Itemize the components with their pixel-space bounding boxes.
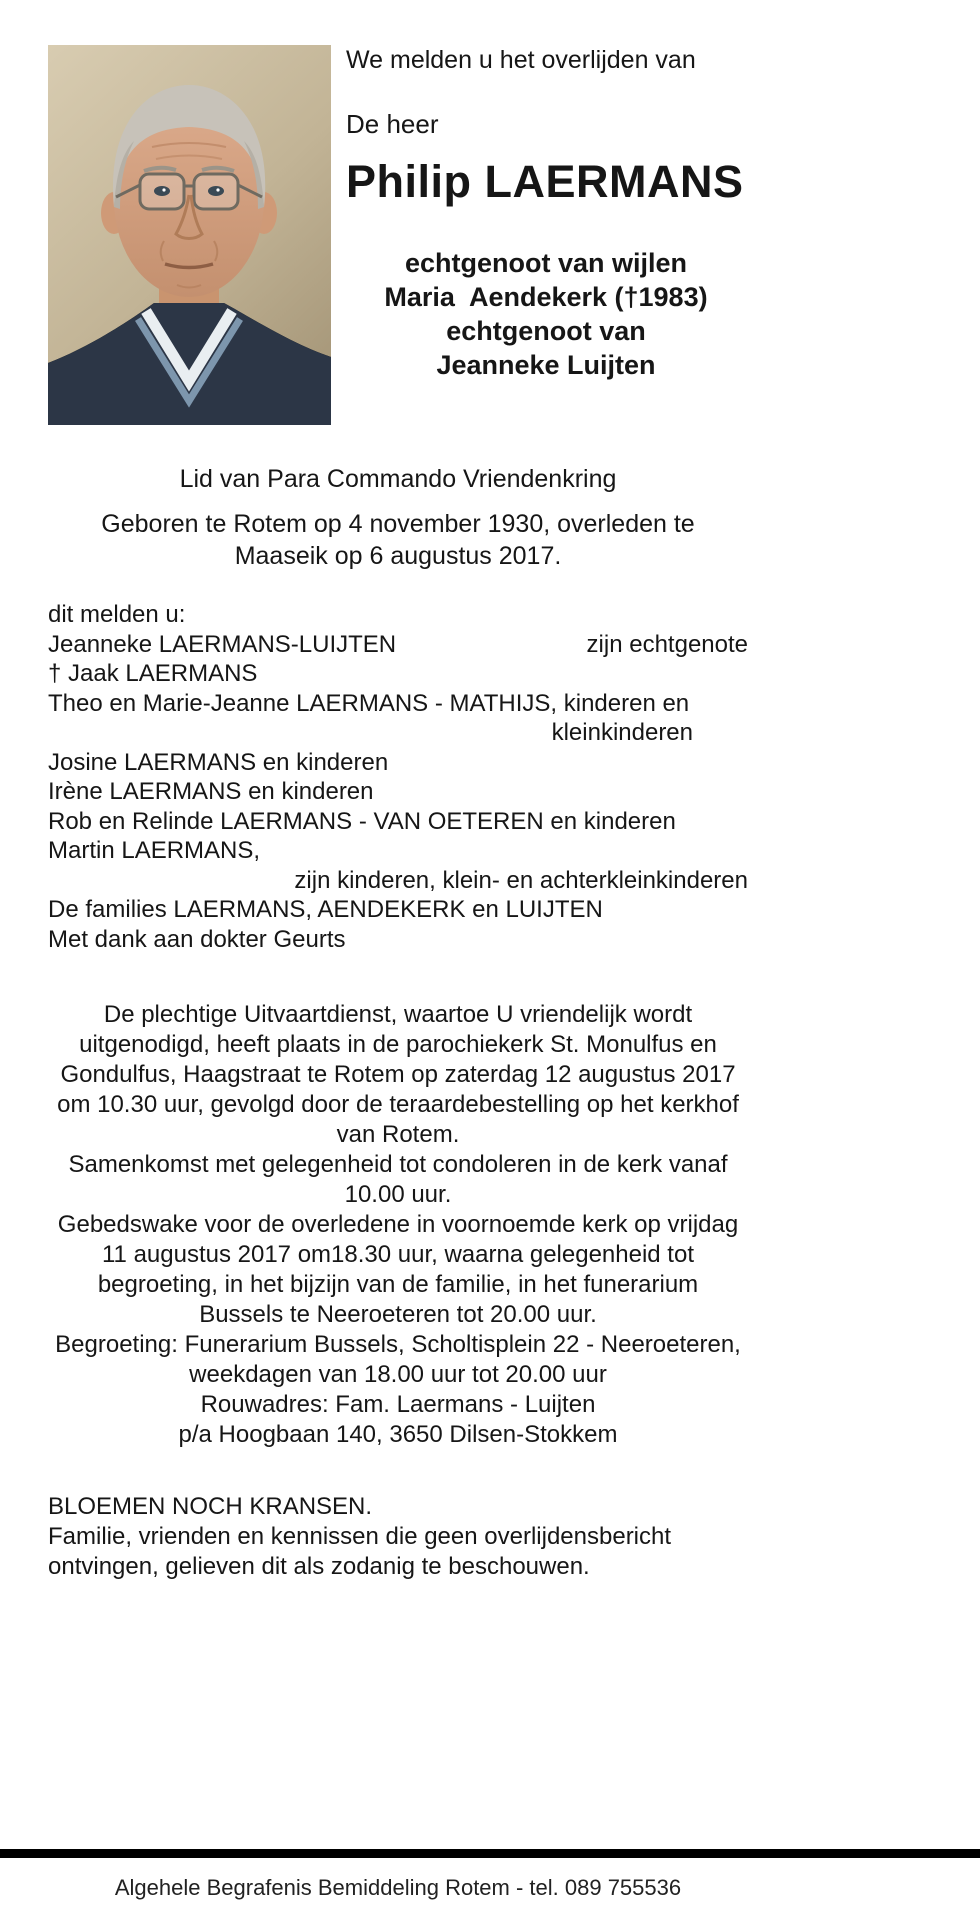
family-heading: dit melden u: <box>48 601 186 628</box>
closing-note: Familie, vrienden en kennissen die geen overlijdensbericht ontvingen, gelieven dit als zodanig te beschouwen. <box>48 1523 672 1580</box>
service-paragraph: Gebedswake voor de overledene in voornoemde kerk op vrijdag 11 augustus 2017 om18.30 uur, waarna gelegenheid tot begroeting, in het bijzijn van de familie, in het funerarium Bussels te Neeroeteren tot 20.00 uur. <box>57 1211 739 1328</box>
service-section <box>53 1000 743 1450</box>
family-section <box>48 600 748 954</box>
family-member-relation: zijn echtgenote <box>586 630 748 658</box>
funeral-home-line: Algehele Begrafenis Bemiddeling Rotem - tel. 089 755536 <box>114 1875 682 1900</box>
family-line: kleinkinderen <box>551 719 693 746</box>
family-line: zijn kinderen, klein- en achterkleinkinderen <box>294 866 748 894</box>
spouse-line-2: Maria Aendekerk (†1983) <box>384 282 708 312</box>
family-line: † Jaak LAERMANS <box>48 660 258 687</box>
divider-bar <box>0 1849 980 1858</box>
obituary-content <box>48 45 748 1582</box>
birth-death-line: Geboren te Rotem op 4 november 1930, overleden te Maaseik op 6 augustus 2017. <box>101 510 695 570</box>
closing-section <box>48 1492 748 1582</box>
service-paragraph: Samenkomst met gelegenheid tot condoleren in de kerk vanaf 10.00 uur. <box>68 1151 728 1208</box>
family-line: Met dank aan dokter Geurts <box>48 925 346 953</box>
family-line: De families LAERMANS, AENDEKERK en LUIJTEN <box>48 896 603 923</box>
family-line: Josine LAERMANS en kinderen <box>48 748 389 776</box>
family-line: Martin LAERMANS, <box>48 837 261 864</box>
spouse-line-4: Jeanneke Luijten <box>436 350 656 380</box>
membership-line: Lid van Para Commando Vriendenkring <box>179 465 617 493</box>
spouse-line-3: echtgenoot van <box>446 316 646 346</box>
header-section <box>48 45 748 425</box>
announcement-intro: We melden u het overlijden van <box>346 46 696 74</box>
header-text <box>346 45 746 382</box>
service-paragraph: De plechtige Uitvaartdienst, waartoe U vriendelijk wordt uitgenodigd, heeft plaats in de parochiekerk St. Monulfus en Gondulfus, Haagstraat te Rotem op zaterdag 12 augustus 2017 om 10.30 uur, gevolgd door de teraardebestelling op het kerkhof van Rotem. <box>57 1001 739 1148</box>
mourning-address-line: Rouwadres: Fam. Laermans - Luijten <box>200 1391 596 1418</box>
footer <box>0 1849 980 1901</box>
service-paragraph: Begroeting: Funerarium Bussels, Scholtisplein 22 - Neeroeteren, <box>55 1331 741 1358</box>
service-paragraph: weekdagen van 18.00 uur tot 20.00 uur <box>189 1361 607 1388</box>
family-spouse-row <box>48 630 748 660</box>
family-line: Theo en Marie-Jeanne LAERMANS - MATHIJS, kinderen en <box>48 689 690 717</box>
portrait-illustration <box>48 45 331 425</box>
no-flowers-line: BLOEMEN NOCH KRANSEN. <box>48 1493 373 1520</box>
family-line: Irène LAERMANS en kinderen <box>48 778 374 805</box>
deceased-name: Philip LAERMANS <box>346 156 744 207</box>
salutation: De heer <box>346 109 439 139</box>
family-line: Rob en Relinde LAERMANS - VAN OETEREN en kinderen <box>48 807 676 835</box>
mourning-address-line: p/a Hoogbaan 140, 3650 Dilsen-Stokkem <box>178 1421 618 1448</box>
spouse-block <box>346 246 746 382</box>
portrait-photo <box>48 45 331 425</box>
spouse-line-1: echtgenoot van wijlen <box>404 248 688 278</box>
family-member-name: Jeanneke LAERMANS-LUIJTEN <box>48 630 397 658</box>
